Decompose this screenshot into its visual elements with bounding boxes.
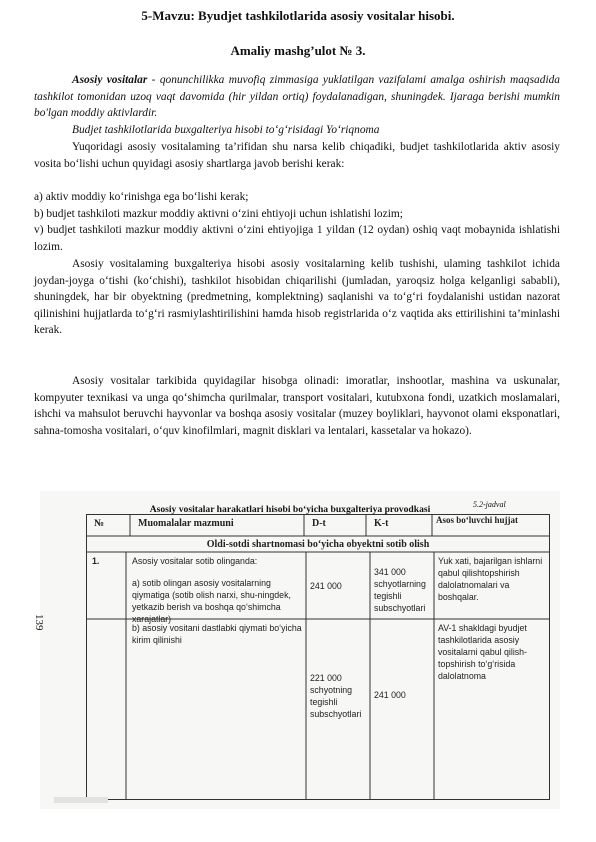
header-credit: K-t <box>374 518 389 529</box>
condition-b: b) budjet tashkiloti mazkur moddiy aktivni o‘zini ehtiyoji uchun ishlatishi lozim; <box>34 208 403 220</box>
paragraph-heading: Budjet tashkilotlarida buxgalteriya hisobi to‘g‘risidagi Yo‘riqnoma <box>72 124 380 136</box>
row-2-content: b) asosiy vositani dastlabki qiymati bo‘yicha kirim qilinishi <box>132 623 302 645</box>
row-1-content-title: Asosiy vositalar sotib olinganda: <box>132 556 258 566</box>
table-section: Oldi-sotdi shartnomasi bo‘yicha obyektni sotib olish <box>206 539 430 550</box>
row-2-credit: 241 000 <box>374 690 406 700</box>
condition-a: a) aktiv moddiy ko‘rinishga ega bo‘lishi kerak; <box>34 191 249 203</box>
scan-footer-mark <box>54 797 108 803</box>
paragraph-1: Yuqoridagi asosiy vositalaming ta’rifidan shu narsa kelib chiqadiki, budjet tashkilotlarida aktiv asosiy vosita bo‘lishi uchun quyidagi asosiy shartlarga javob berishi kerak: <box>34 141 560 170</box>
row-1-number: 1. <box>92 556 100 566</box>
page-subtitle: Amaliy mashg’ulot № 3. <box>230 43 366 58</box>
header-number: № <box>94 518 105 529</box>
header-debit: D-t <box>312 518 326 529</box>
definition-term: Asosiy vositalar <box>72 74 148 86</box>
table-caption: Asosiy vositalar harakatlari hisobi bo‘yicha buxgalteriya provodkasi <box>149 504 431 515</box>
row-1-credit: 341 000 schyotlarning tegishli subschyotlari <box>374 567 426 613</box>
row-2-document: AV-1 shakldagi byudjet tashkilotlarida asosiy vositalarni qabul qilish-topshirish to‘g‘risida dalolatnoma <box>438 623 527 681</box>
condition-v: v) budjet tashkiloti mazkur moddiy aktivni o‘zini ehtiyojiga 1 yildan (12 oydan) oshiq vaqt mobaynida ishlatishi lozim. <box>34 224 560 253</box>
row-1-content: a) sotib olingan asosiy vositalarning qiymatiga (sotib olish narxi, shu-ningdek, yetkazib berish va boshqa qo‘shimcha xarajatlar) <box>132 578 291 624</box>
header-document: Asos bo‘luvchi hujjat <box>436 515 519 525</box>
row-2-debit: 221 000 schyotning tegishli subschyotlari <box>310 673 362 719</box>
row-1-debit: 241 000 <box>310 581 342 591</box>
header-content: Muomalalar mazmuni <box>138 518 234 529</box>
page-number: 139 <box>33 614 45 631</box>
definition-text: - qonunchilikka muvofiq zimmasiga yuklatilgan vazifalami amalga oshirish maqsadida tashkilot tomonidan uzoq vaqt davomida (hir yildan ortiq) foydalanadigan, shuningdek. Ijaraga berishi mumkin bo'lgan moddiy aktivlardir. <box>34 74 560 120</box>
table-note: 5.2-jadval <box>473 500 506 509</box>
row-1-document: Yuk xati, bajarilgan ishlarni qabul qilishtopshirish dalolatnomalari va boshqalar. <box>438 556 543 602</box>
paragraph-2: Asosiy vositalaming buxgalteriya hisobi asosiy vositalarning kelib tushishi, ulaming tashkilot ichida joydan-joyga o‘tishi (ko‘chishi), tashkilot hisobidan chiqarilishi (jumladan, yaroqsiz holga kelganligi sababli), shuningdek, har bir obyektning (predmetning, komplektning) saqlanishi va to‘g‘ri foydalanishi ustidan nazorat qilinishini hujjatlarda to‘g‘ri rasmiylashtirilishini hamda hisob registrlarida o‘z vaqtida aks ettirilishini ta’minlashi kerak. <box>34 258 560 337</box>
accounting-table <box>86 514 550 804</box>
definition-paragraph <box>34 72 560 122</box>
page-title: 5-Mavzu: Byudjet tashkilotlarida asosiy vositalar hisobi. <box>141 8 455 23</box>
paragraph-3: Asosiy vositalar tarkibida quyidagilar hisobga olinadi: imoratlar, inshootlar, mashina va uskunalar, kompyuter texnikasi va unga qo‘shimcha qurilmalar, transport vositalari, kutubxona fondi, uzatkich moslamalari, ishchi va mahsulot beruvchi hayvonlar va boshqa asosiy vositalar (muzey boyliklari, hayvonot olami eksponatlari, sahna-tomosha vositalari, o‘quv kinofilmlari, magnit disklari va lentalari, kassetalar va hokazo). <box>34 375 560 437</box>
